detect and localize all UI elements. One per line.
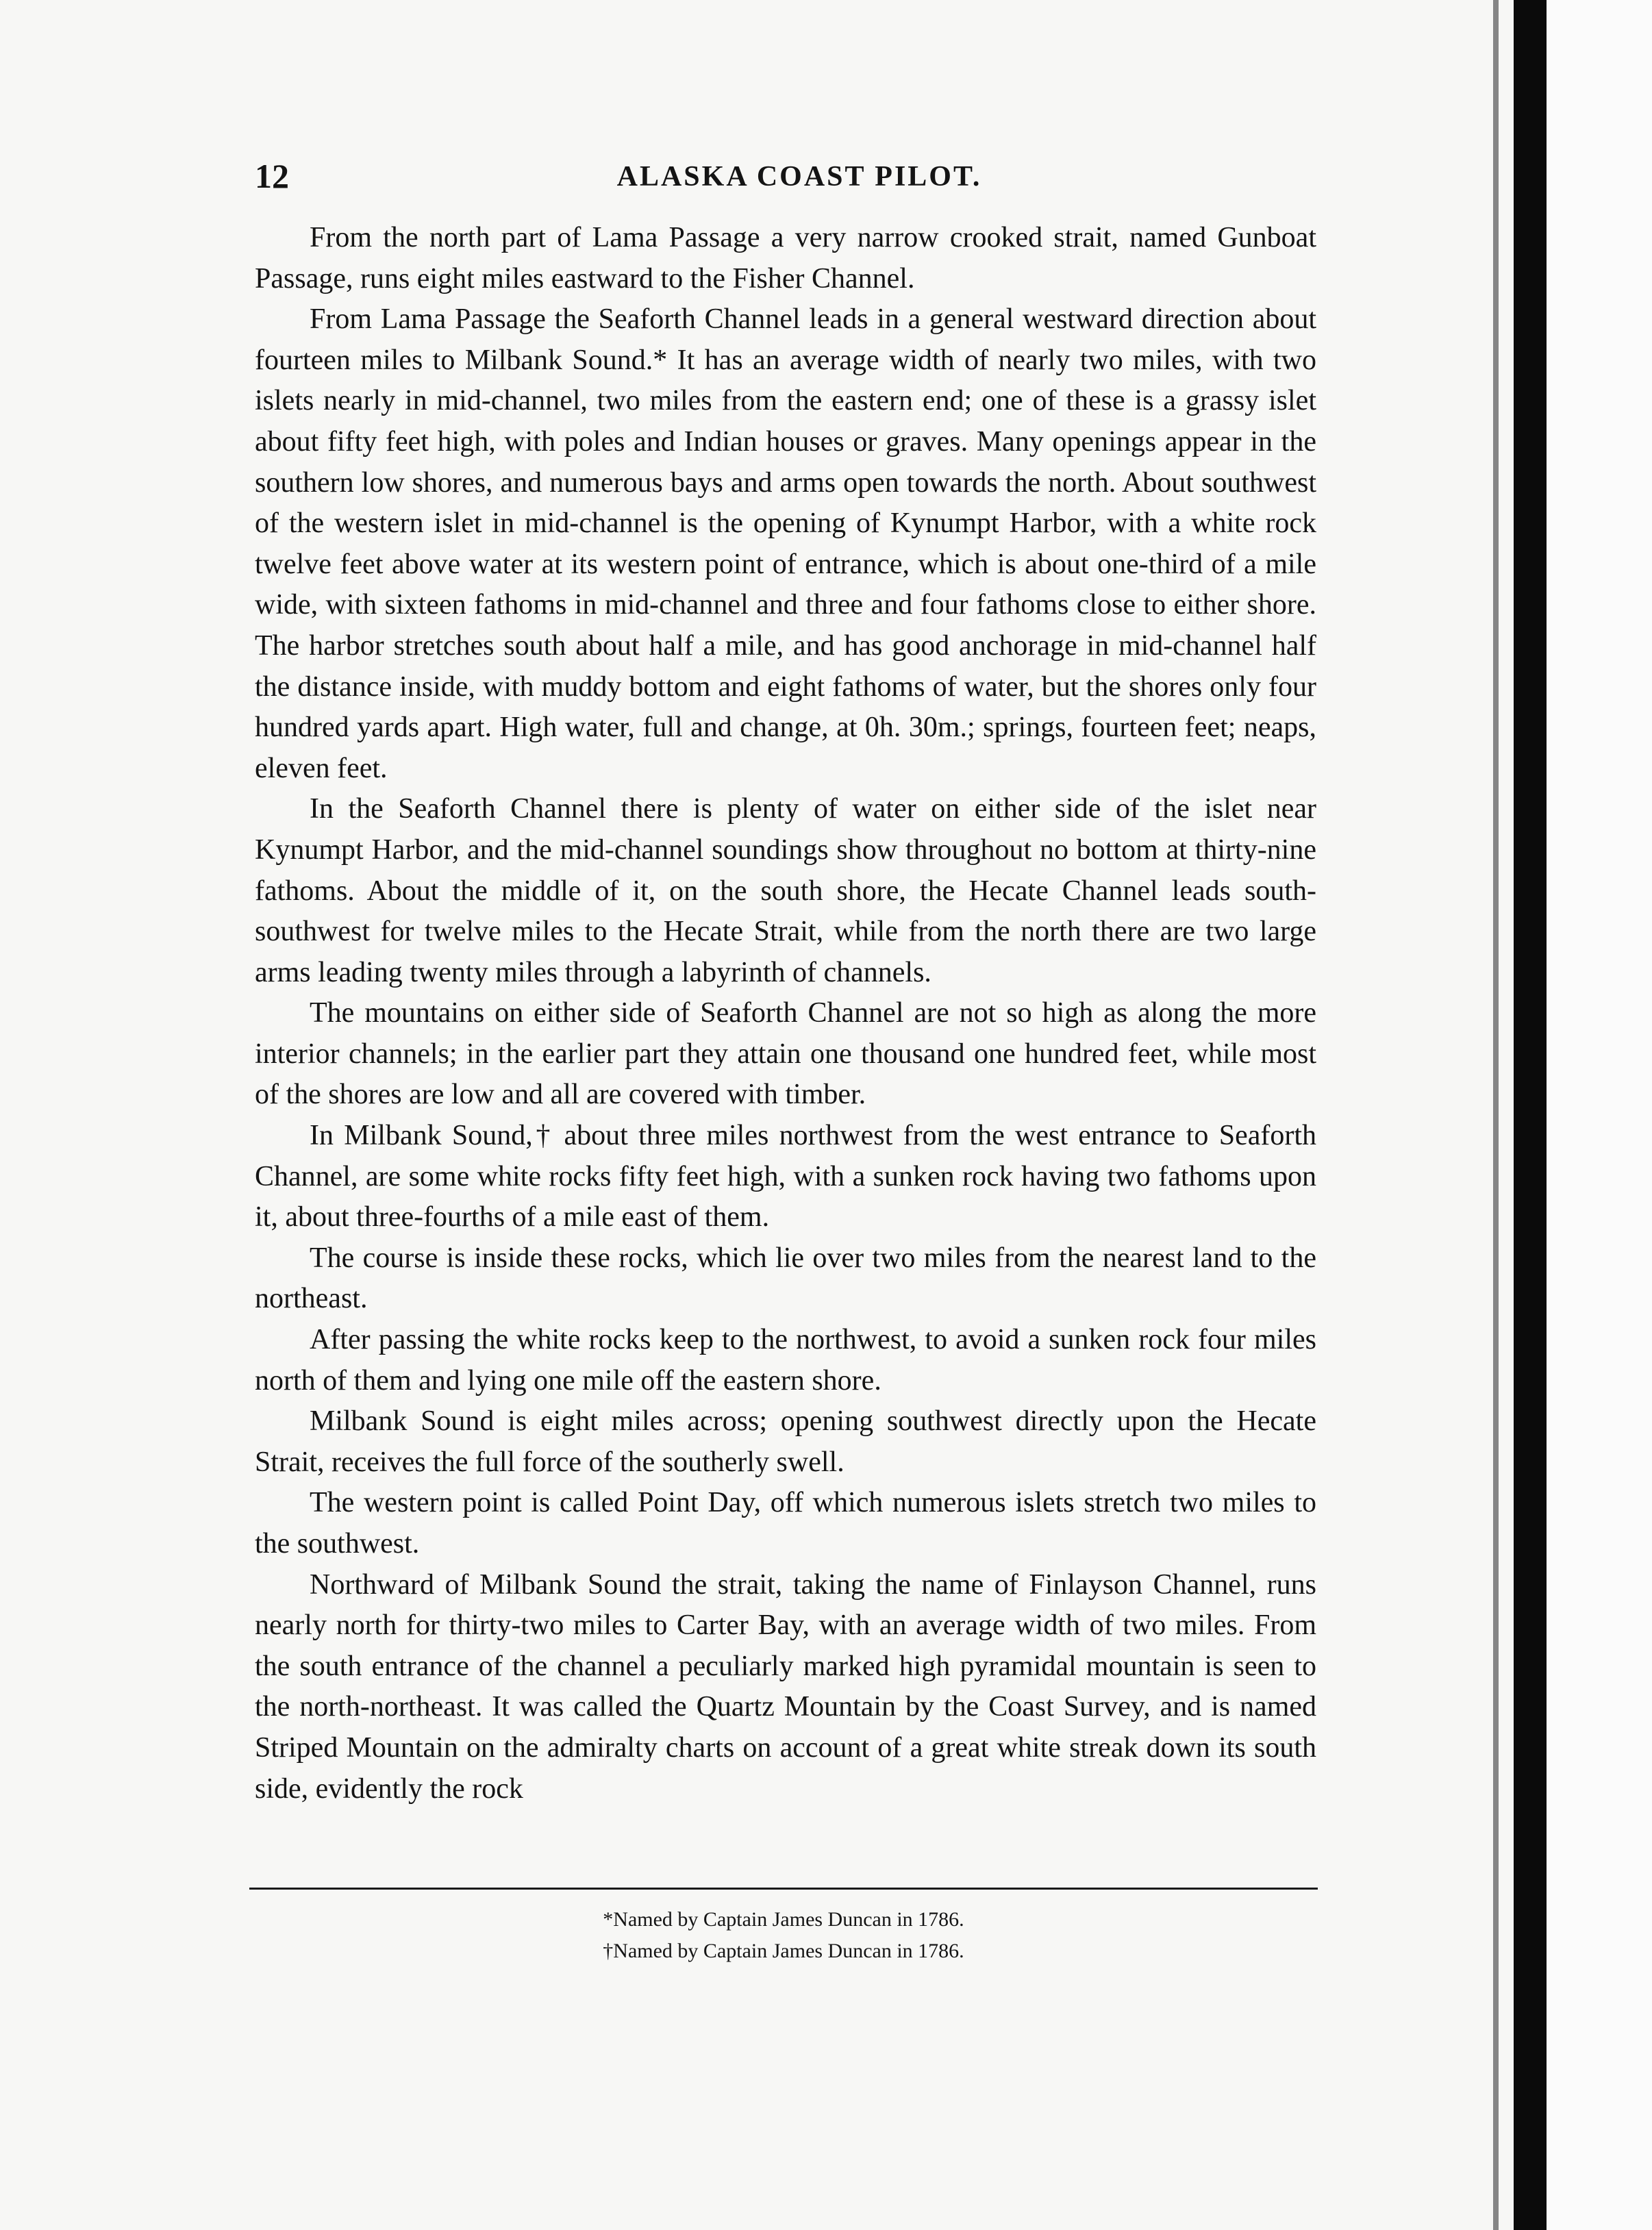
footnote: *Named by Captain James Duncan in 1786. bbox=[603, 1908, 964, 1931]
paragraph: From Lama Passage the Seaforth Channel leads in a general westward direction about fourteen miles to Milbank Sound.* It has an average width of nearly two miles, with two islets nearly in mid-channel, two miles from the eastern end; one of these is a grassy islet about fifty feet high, with poles and Indian houses or graves. Many openings appear in the southern low shores, and numerous bays and arms open towards the north. About southwest of the western islet in mid-channel is the opening of Kynumpt Harbor, with a white rock twelve feet above water at its western point of entrance, which is about one-third of a mile wide, with sixteen fathoms in mid-channel and three and four fathoms close to either shore. The harbor stretches south about half a mile, and has good anchorage in mid-channel half the distance inside, with muddy bottom and eight fathoms of water, but the shores only four hundred yards apart. High water, full and change, at 0h. 30m.; springs, fourteen feet; neaps, eleven feet. bbox=[255, 303, 1316, 784]
paragraph: From the north part of Lama Passage a very narrow crooked strait, named Gunboat Passage, runs eight miles eastward to the Fisher Channel. bbox=[255, 222, 1316, 295]
binding-edge bbox=[1514, 0, 1547, 2230]
footnote-rule bbox=[249, 1888, 1318, 1890]
body-text bbox=[255, 218, 1316, 1809]
page-edge-shadow bbox=[1493, 0, 1499, 2230]
paragraph: After passing the white rocks keep to the northwest, to avoid a sunken rock four miles north of them and lying one mile off the eastern shore. bbox=[255, 1324, 1316, 1396]
paragraph: In the Seaforth Channel there is plenty of water on either side of the islet near Kynumpt Harbor, and the mid-channel soundings show throughout no bottom at thirty-nine fathoms. About the middle of it, on the south shore, the Hecate Channel leads south-southwest for twelve miles to the Hecate Strait, while from the north there are two large arms leading twenty miles through a labyrinth of channels. bbox=[255, 793, 1316, 988]
paragraph: The mountains on either side of Seaforth Channel are not so high as along the more interior channels; in the earlier part they attain one thousand one hundred feet, while most of the shores are low and all are covered with timber. bbox=[255, 997, 1316, 1111]
paragraph: In Milbank Sound,† about three miles northwest from the west entrance to Seaforth Channel, are some white rocks fifty feet high, with a sunken rock having two fathoms upon it, about three-fourths of a mile east of them. bbox=[255, 1120, 1316, 1233]
margin-background bbox=[1547, 0, 1652, 2230]
footnote: †Named by Captain James Duncan in 1786. bbox=[603, 1940, 964, 1962]
footnotes bbox=[249, 1904, 1318, 1967]
paragraph: The course is inside these rocks, which lie over two miles from the nearest land to the northeast. bbox=[255, 1242, 1316, 1315]
paragraph: Milbank Sound is eight miles across; opening southwest directly upon the Hecate Strait, receives the full force of the southerly swell. bbox=[255, 1405, 1316, 1478]
paragraph: The western point is called Point Day, off which numerous islets stretch two miles to the southwest. bbox=[255, 1487, 1316, 1559]
page-number: 12 bbox=[255, 157, 289, 195]
running-head bbox=[255, 156, 1344, 204]
running-title: ALASKA COAST PILOT. bbox=[616, 161, 982, 192]
paragraph: Northward of Milbank Sound the strait, taking the name of Finlayson Channel, runs nearly north for thirty-two miles to Carter Bay, with an average width of two miles. From the south entrance of the channel a peculiarly marked high pyramidal mountain is seen to the north-northeast. It was called the Quartz Mountain by the Coast Survey, and is named Striped Mountain on the admiralty charts on account of a great white streak down its south side, evidently the rock bbox=[255, 1568, 1316, 1805]
